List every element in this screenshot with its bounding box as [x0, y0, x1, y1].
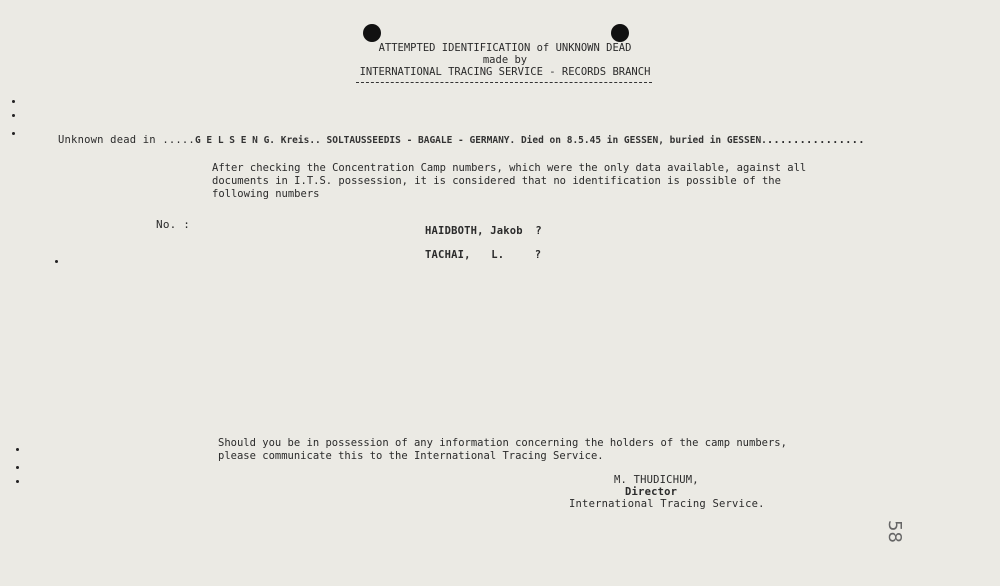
signature-name: M. THUDICHUM, — [614, 474, 699, 486]
unknown-dead-location: G E L S E N G. Kreis.. SOLTAUSSEEDIS - BAGALE - GERMANY. Died on 8.5.45 in GESSEN, buried in GESSEN. — [194, 135, 767, 146]
unknown-dead-line — [58, 134, 865, 146]
margin-dot — [12, 100, 15, 103]
punch-hole-left — [363, 24, 381, 42]
paragraph-line: documents in I.T.S. possession, it is considered that no identification is possible of the — [212, 175, 781, 187]
header-title: ATTEMPTED IDENTIFICATION of UNKNOWN DEAD — [378, 42, 632, 54]
margin-dot — [12, 132, 15, 135]
footer-line: Should you be in possession of any information concerning the holders of the camp numbers, — [218, 437, 787, 449]
unknown-dead-prefix: Unknown dead in ..... — [58, 134, 195, 146]
document-header — [356, 42, 654, 78]
no-label: No. : — [156, 218, 191, 231]
margin-dot — [12, 114, 15, 117]
explanation-paragraph — [212, 162, 806, 201]
margin-dot — [55, 260, 58, 263]
header-organization: INTERNATIONAL TRACING SERVICE - RECORDS BRANCH — [359, 66, 651, 78]
entry-name: HAIDBOTH, Jakob — [425, 225, 523, 237]
margin-dot — [16, 448, 19, 451]
punch-hole-right — [611, 24, 629, 42]
footer-paragraph — [218, 437, 787, 463]
entry-row — [425, 249, 541, 261]
signature-title: Director — [625, 486, 678, 498]
entry-question-mark: ? — [535, 225, 542, 237]
entry-question-mark: ? — [534, 249, 542, 261]
paragraph-line: After checking the Concentration Camp numbers, which were the only data available, against all — [212, 162, 807, 174]
entry-name: TACHAI, — [425, 249, 471, 261]
margin-dot — [16, 480, 19, 483]
margin-dot — [16, 466, 19, 469]
entry-initial: L. — [491, 249, 505, 261]
header-made-by: made by — [482, 54, 528, 66]
signature-organization: International Tracing Service. — [569, 498, 765, 510]
header-rule — [356, 82, 652, 83]
footer-line: please communicate this to the International Tracing Service. — [218, 450, 604, 462]
entry-row — [425, 225, 542, 237]
paragraph-line: following numbers — [212, 188, 320, 200]
page-number: 58 — [884, 520, 905, 543]
unknown-dead-trailing-dots: ............... — [766, 134, 865, 146]
